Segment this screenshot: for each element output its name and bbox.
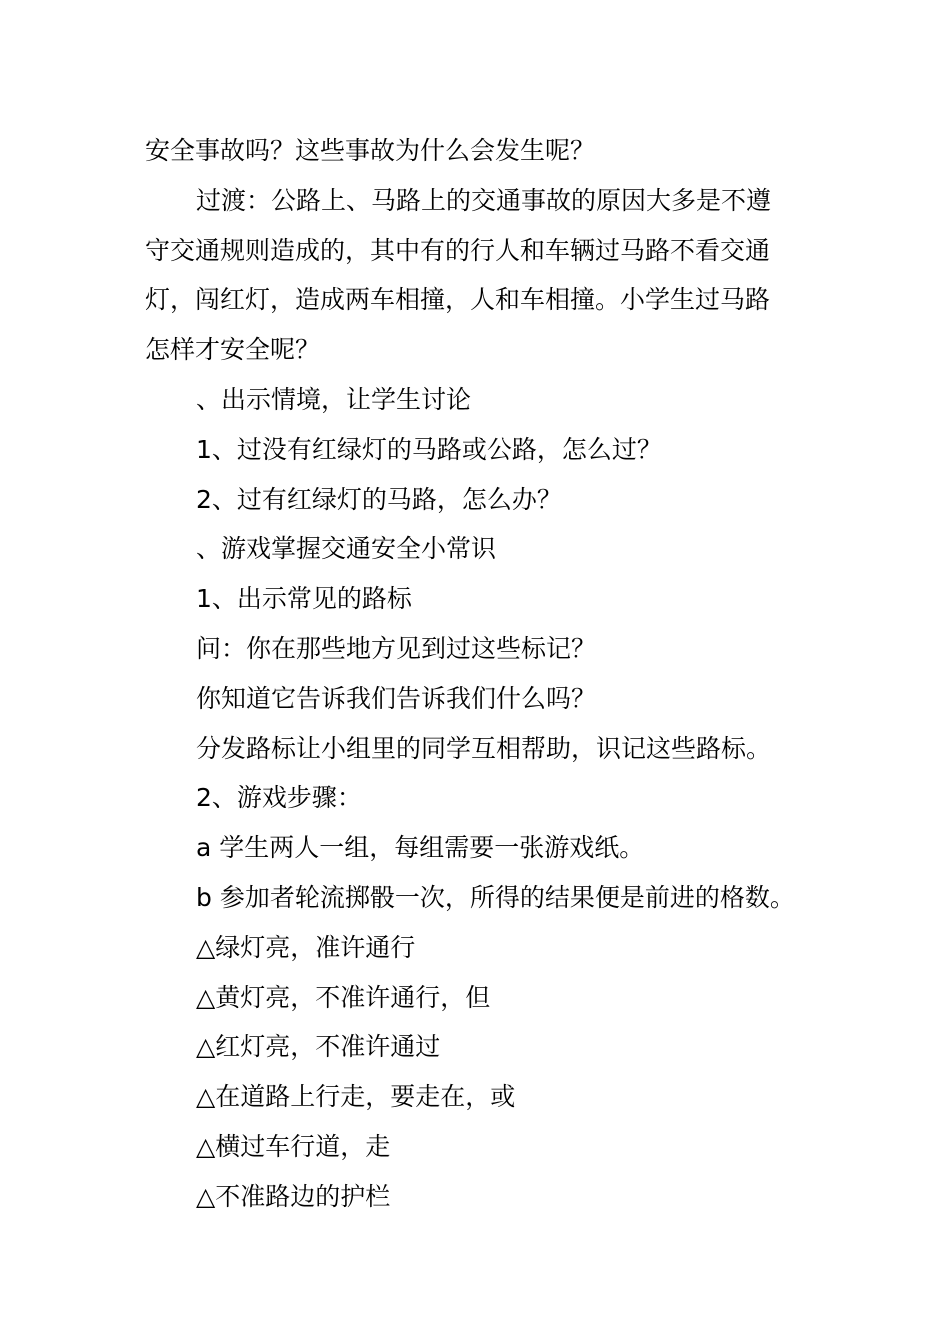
text-line: 分发路标让小组里的同学互相帮助，识记这些路标。 <box>196 733 772 763</box>
text-line: 怎样才安全呢？ <box>145 335 321 365</box>
section-heading: 、出示情境，让学生讨论 <box>196 384 472 414</box>
rule-item: △黄灯亮，不准许通行，但 <box>196 982 491 1012</box>
list-item: a 学生两人一组，每组需要一张游戏纸。 <box>196 833 645 863</box>
text-line: 灯，闯红灯，造成两车相撞，人和车相撞。小学生过马路 <box>145 285 771 315</box>
list-item: 1、过没有红绿灯的马路或公路，怎么过？ <box>196 434 662 464</box>
rule-item: △绿灯亮，准许通行 <box>196 932 416 962</box>
list-item: 1、出示常见的路标 <box>196 584 412 614</box>
list-item: 2、游戏步骤： <box>196 783 362 813</box>
text-line: 你知道它告诉我们告诉我们什么吗？ <box>196 683 597 713</box>
document-body <box>145 126 810 1222</box>
text-line: 安全事故吗？这些事故为什么会发生呢？ <box>145 136 596 165</box>
rule-item: △在道路上行走，要走在，或 <box>196 1082 516 1112</box>
rule-item: △不准路边的护栏 <box>196 1181 391 1211</box>
rule-item: △横过车行道，走 <box>196 1131 391 1161</box>
list-item: b 参加者轮流掷骰一次，所得的结果便是前进的格数。 <box>196 882 795 912</box>
list-item: 2、过有红绿灯的马路，怎么办？ <box>196 484 562 514</box>
text-line: 守交通规则造成的，其中有的行人和车辆过马路不看交通 <box>145 235 771 265</box>
section-heading: 、游戏掌握交通安全小常识 <box>196 534 497 564</box>
text-line: 问：你在那些地方见到过这些标记？ <box>196 633 597 663</box>
rule-item: △红灯亮，不准许通过 <box>196 1032 441 1062</box>
text-line: 过渡：公路上、马路上的交通事故的原因大多是不遵 <box>196 185 772 215</box>
